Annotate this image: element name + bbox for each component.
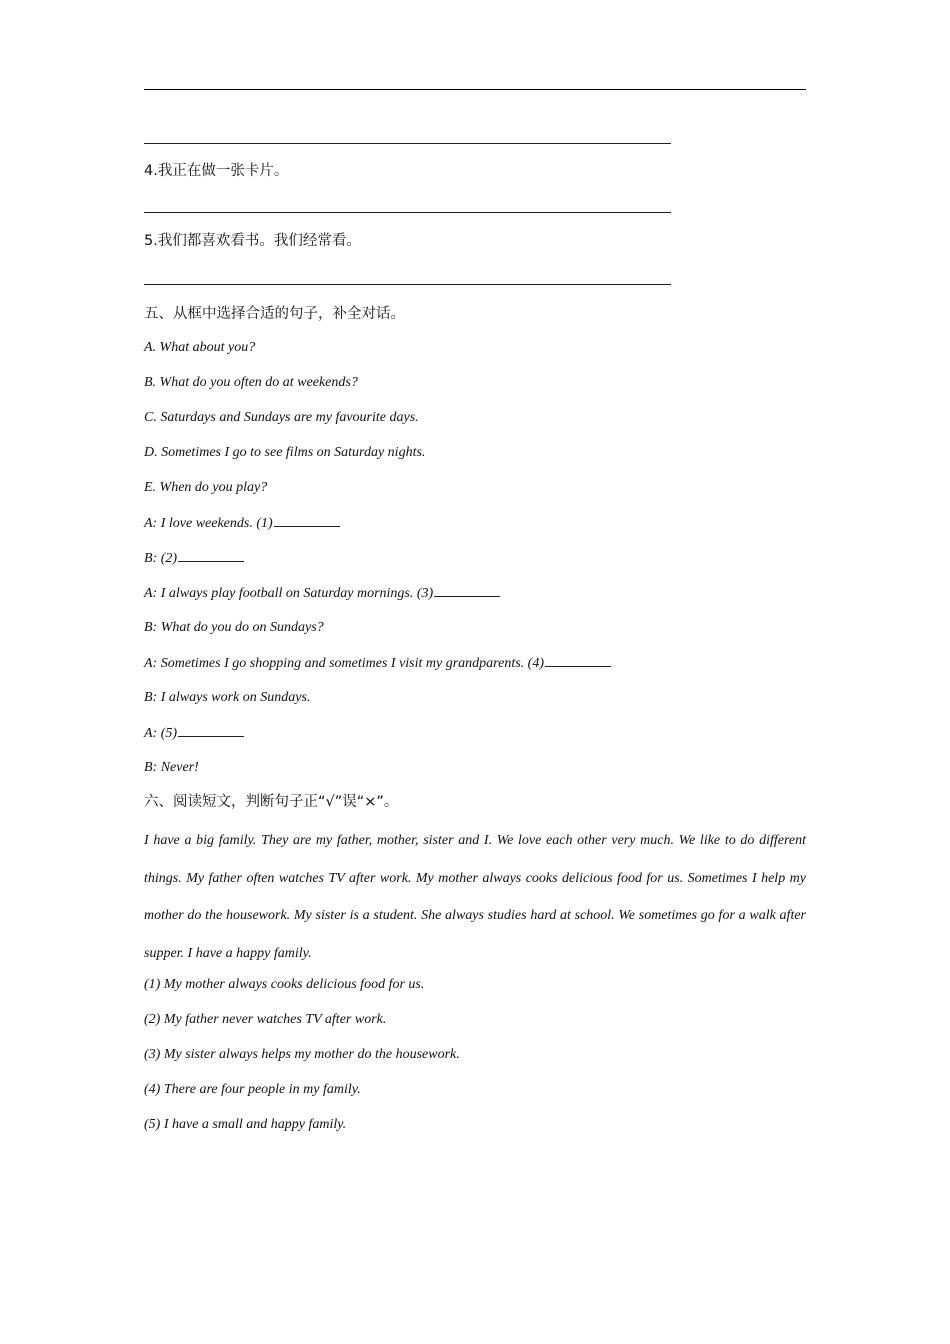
dialogue-text: A: Sometimes I go shopping and sometimes I visit my grandparents. (4) [144,656,544,671]
dialogue-line-8: B: Never! [144,760,199,775]
statement-5: (5) I have a small and happy family. [144,1117,347,1132]
statement-1: (1) My mother always cooks delicious food for us. [144,977,425,992]
header-rule [144,89,806,90]
statement-4: (4) There are four people in my family. [144,1082,361,1097]
item-number: 4. [144,163,158,179]
answer-blank-4[interactable] [545,653,611,667]
dialogue-line-4: B: What do you do on Sundays? [144,620,324,635]
statement-3: (3) My sister always helps my mother do the housework. [144,1047,460,1062]
dialogue-line-6: B: I always work on Sundays. [144,690,311,705]
option-a: A. What about you? [144,340,256,355]
section-5-heading: 五、从框中选择合适的句子，补全对话。 [144,306,405,322]
answer-blank-2[interactable] [178,548,244,562]
dialogue-text: A: (5) [144,726,178,741]
option-d: D. Sometimes I go to see films on Saturday nights. [144,445,426,460]
dialogue-text: B: (2) [144,551,178,566]
dialogue-line-5 [144,653,611,674]
reading-passage: I have a big family. They are my father, mother, sister and I. We love each other very much. We like to do different things. My father often watches TV after work. My mother always cooks delicious food for us. Sometimes I help my mother do the housework. My sister is a student. She always studies hard at school. We sometimes go for a walk after supper. I have a happy family. [144,833,806,961]
answer-line-5[interactable] [144,284,671,285]
statement-2: (2) My father never watches TV after work. [144,1012,387,1027]
translation-item-4 [144,161,288,181]
answer-line-4[interactable] [144,212,671,213]
section-6-heading: 六、阅读短文，判断句子正“√”误“×”。 [144,794,399,810]
dialogue-text: A: I always play football on Saturday mornings. (3) [144,586,434,601]
item-number: 5. [144,233,158,249]
option-b: B. What do you often do at weekends? [144,375,358,390]
item-text: 我们都喜欢看书。我们经常看。 [157,233,361,249]
answer-line-3[interactable] [144,143,671,144]
answer-blank-3[interactable] [434,583,500,597]
dialogue-line-1 [144,513,340,534]
dialogue-line-7 [144,723,244,744]
option-e: E. When do you play? [144,480,268,495]
dialogue-text: A: I love weekends. (1) [144,516,273,531]
answer-blank-5[interactable] [178,723,244,737]
item-text: 我正在做一张卡片。 [157,163,289,179]
option-c: C. Saturdays and Sundays are my favourite days. [144,410,419,425]
dialogue-line-3 [144,583,500,604]
answer-blank-1[interactable] [274,513,340,527]
translation-item-5 [144,231,361,251]
dialogue-line-2 [144,548,244,569]
